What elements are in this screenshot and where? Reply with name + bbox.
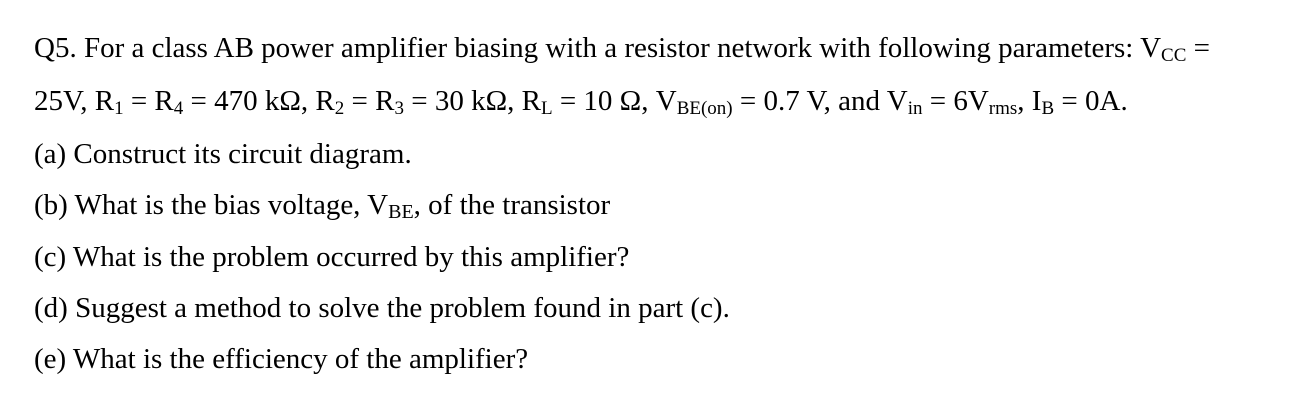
r1-subscript: 1: [114, 98, 124, 119]
param-seg-6: = 10 Ω, V: [552, 85, 677, 117]
part-b: [34, 188, 610, 229]
param-seg-10: = 0A.: [1054, 85, 1128, 117]
param-seg-1: 25V, R: [34, 85, 115, 117]
vcc-subscript: CC: [1161, 45, 1187, 66]
part-c: (c) What is the problem occurred by this amplifier?: [34, 241, 630, 273]
param-seg-2: = R: [123, 85, 174, 117]
param-seg-7: = 0.7 V, and V: [732, 85, 908, 117]
param-seg-9: , I: [1017, 85, 1042, 117]
param-seg-8: = 6V: [922, 85, 989, 117]
part-a: (a) Construct its circuit diagram.: [34, 138, 412, 170]
r2-subscript: 2: [334, 98, 345, 119]
param-seg-5: = 30 kΩ, R: [403, 85, 541, 117]
rms-subscript: rms: [988, 98, 1018, 119]
r3-subscript: 3: [394, 98, 404, 119]
part-b-text: (b) What is the bias voltage, V: [34, 189, 389, 221]
ib-subscript: B: [1041, 98, 1055, 119]
vbe-on-subscript: BE(on): [676, 98, 733, 119]
param-seg-3: = 470 kΩ, R: [183, 85, 335, 117]
vin-subscript: in: [907, 98, 923, 119]
part-b-tail: , of the transistor: [413, 189, 611, 221]
part-d: (d) Suggest a method to solve the problem found in part (c).: [34, 292, 730, 324]
question-header-line: [34, 31, 1210, 73]
rl-subscript: L: [540, 98, 553, 119]
r4-subscript: 4: [173, 98, 184, 119]
vcc-equals: =: [1186, 32, 1210, 64]
param-seg-4: = R: [344, 85, 395, 117]
question-intro-text: Q5. For a class AB power amplifier biasing with a resistor network with following parameters: V: [34, 32, 1162, 64]
vbe-subscript: BE: [388, 201, 414, 223]
parameters-line: [34, 84, 1128, 126]
part-e: (e) What is the efficiency of the amplifier?: [34, 343, 529, 375]
